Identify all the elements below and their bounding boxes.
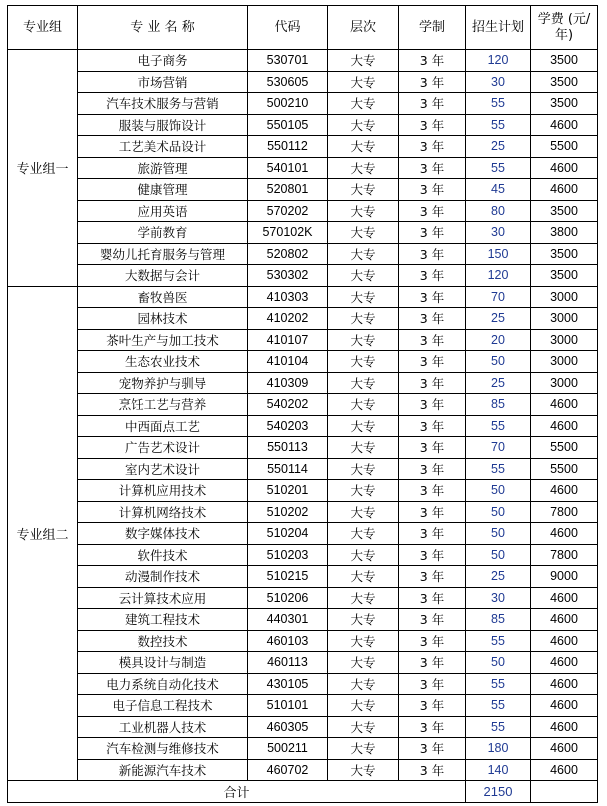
level-cell: 大专	[328, 630, 399, 652]
plan-cell: 55	[466, 673, 531, 695]
table-row	[8, 71, 598, 93]
plan-cell: 150	[466, 243, 531, 265]
plan-cell: 20	[466, 329, 531, 351]
duration-cell: 3 年	[399, 329, 466, 351]
level-cell: 大专	[328, 458, 399, 480]
duration-cell: 3 年	[399, 50, 466, 72]
plan-cell: 30	[466, 71, 531, 93]
tuition-cell: 3800	[531, 222, 598, 244]
major-name-cell: 模具设计与制造	[78, 652, 248, 674]
major-name-cell: 烹饪工艺与营养	[78, 394, 248, 416]
level-cell: 大专	[328, 501, 399, 523]
plan-cell: 120	[466, 50, 531, 72]
table-row	[8, 394, 598, 416]
level-cell: 大专	[328, 308, 399, 330]
plan-cell: 70	[466, 437, 531, 459]
tuition-cell: 4600	[531, 673, 598, 695]
plan-cell: 45	[466, 179, 531, 201]
level-cell: 大专	[328, 200, 399, 222]
table-row	[8, 544, 598, 566]
plan-cell: 80	[466, 200, 531, 222]
tuition-cell: 3000	[531, 286, 598, 308]
major-name-cell: 广告艺术设计	[78, 437, 248, 459]
tuition-cell: 7800	[531, 501, 598, 523]
duration-cell: 3 年	[399, 652, 466, 674]
major-name-cell: 园林技术	[78, 308, 248, 330]
table-row	[8, 587, 598, 609]
major-code-cell: 430105	[248, 673, 328, 695]
table-row	[8, 566, 598, 588]
header-duration: 学制	[399, 6, 466, 50]
total-fee-empty	[531, 781, 598, 803]
plan-cell: 50	[466, 523, 531, 545]
major-code-cell: 550114	[248, 458, 328, 480]
plan-cell: 180	[466, 738, 531, 760]
major-code-cell: 520802	[248, 243, 328, 265]
table-row	[8, 179, 598, 201]
tuition-cell: 3000	[531, 372, 598, 394]
duration-cell: 3 年	[399, 566, 466, 588]
major-name-cell: 市场营销	[78, 71, 248, 93]
major-name-cell: 云计算技术应用	[78, 587, 248, 609]
major-code-cell: 410303	[248, 286, 328, 308]
plan-cell: 70	[466, 286, 531, 308]
tuition-cell: 9000	[531, 566, 598, 588]
tuition-cell: 4600	[531, 587, 598, 609]
major-code-cell: 510215	[248, 566, 328, 588]
major-name-cell: 工艺美术品设计	[78, 136, 248, 158]
tuition-cell: 4600	[531, 695, 598, 717]
major-code-cell: 540203	[248, 415, 328, 437]
table-row	[8, 695, 598, 717]
major-name-cell: 建筑工程技术	[78, 609, 248, 631]
major-code-cell: 460103	[248, 630, 328, 652]
plan-cell: 85	[466, 609, 531, 631]
table-row	[8, 329, 598, 351]
major-name-cell: 汽车检测与维修技术	[78, 738, 248, 760]
major-code-cell: 500210	[248, 93, 328, 115]
tuition-cell: 4600	[531, 157, 598, 179]
major-name-cell: 学前教育	[78, 222, 248, 244]
header-major-name: 专 业 名 称	[78, 6, 248, 50]
duration-cell: 3 年	[399, 136, 466, 158]
plan-cell: 30	[466, 587, 531, 609]
table-row	[8, 716, 598, 738]
header-group: 专业组	[8, 6, 78, 50]
plan-cell: 85	[466, 394, 531, 416]
table-row	[8, 501, 598, 523]
major-name-cell: 计算机应用技术	[78, 480, 248, 502]
duration-cell: 3 年	[399, 179, 466, 201]
major-name-cell: 数控技术	[78, 630, 248, 652]
duration-cell: 3 年	[399, 695, 466, 717]
duration-cell: 3 年	[399, 114, 466, 136]
major-name-cell: 新能源汽车技术	[78, 759, 248, 781]
table-row	[8, 114, 598, 136]
major-code-cell: 460305	[248, 716, 328, 738]
major-code-cell: 550105	[248, 114, 328, 136]
table-row	[8, 157, 598, 179]
major-code-cell: 530605	[248, 71, 328, 93]
plan-cell: 50	[466, 652, 531, 674]
major-code-cell: 410309	[248, 372, 328, 394]
duration-cell: 3 年	[399, 415, 466, 437]
header-level: 层次	[328, 6, 399, 50]
level-cell: 大专	[328, 415, 399, 437]
tuition-cell: 7800	[531, 544, 598, 566]
major-code-cell: 510206	[248, 587, 328, 609]
level-cell: 大专	[328, 243, 399, 265]
table-row	[8, 372, 598, 394]
major-code-cell: 510204	[248, 523, 328, 545]
major-code-cell: 540101	[248, 157, 328, 179]
table-row	[8, 50, 598, 72]
plan-cell: 30	[466, 222, 531, 244]
tuition-cell: 4600	[531, 114, 598, 136]
duration-cell: 3 年	[399, 93, 466, 115]
header-row	[8, 6, 598, 50]
tuition-cell: 4600	[531, 523, 598, 545]
enrollment-table-container	[7, 5, 598, 803]
plan-cell: 55	[466, 157, 531, 179]
tuition-cell: 3500	[531, 243, 598, 265]
major-code-cell: 510101	[248, 695, 328, 717]
plan-cell: 55	[466, 114, 531, 136]
major-code-cell: 410104	[248, 351, 328, 373]
duration-cell: 3 年	[399, 308, 466, 330]
table-row	[8, 415, 598, 437]
duration-cell: 3 年	[399, 544, 466, 566]
plan-cell: 140	[466, 759, 531, 781]
duration-cell: 3 年	[399, 437, 466, 459]
tuition-cell: 3000	[531, 351, 598, 373]
major-name-cell: 电子商务	[78, 50, 248, 72]
header-plan: 招生计划	[466, 6, 531, 50]
tuition-cell: 3500	[531, 200, 598, 222]
duration-cell: 3 年	[399, 265, 466, 287]
duration-cell: 3 年	[399, 243, 466, 265]
major-code-cell: 550112	[248, 136, 328, 158]
duration-cell: 3 年	[399, 200, 466, 222]
tuition-cell: 5500	[531, 136, 598, 158]
plan-cell: 55	[466, 415, 531, 437]
group-label: 专业组二	[8, 286, 78, 781]
duration-cell: 3 年	[399, 759, 466, 781]
table-row	[8, 437, 598, 459]
tuition-cell: 3500	[531, 93, 598, 115]
major-name-cell: 婴幼儿托育服务与管理	[78, 243, 248, 265]
major-code-cell: 530701	[248, 50, 328, 72]
major-name-cell: 汽车技术服务与营销	[78, 93, 248, 115]
tuition-cell: 4600	[531, 609, 598, 631]
plan-cell: 55	[466, 458, 531, 480]
level-cell: 大专	[328, 587, 399, 609]
table-row	[8, 243, 598, 265]
tuition-cell: 3000	[531, 329, 598, 351]
major-code-cell: 530302	[248, 265, 328, 287]
major-name-cell: 生态农业技术	[78, 351, 248, 373]
major-code-cell: 510203	[248, 544, 328, 566]
major-code-cell: 570202	[248, 200, 328, 222]
major-code-cell: 460113	[248, 652, 328, 674]
enrollment-plan-table	[7, 5, 598, 803]
table-row	[8, 759, 598, 781]
major-name-cell: 旅游管理	[78, 157, 248, 179]
plan-cell: 55	[466, 630, 531, 652]
table-row	[8, 630, 598, 652]
tuition-cell: 4600	[531, 759, 598, 781]
table-row	[8, 200, 598, 222]
table-row	[8, 523, 598, 545]
level-cell: 大专	[328, 523, 399, 545]
tuition-cell: 4600	[531, 652, 598, 674]
table-row	[8, 458, 598, 480]
level-cell: 大专	[328, 544, 399, 566]
tuition-cell: 5500	[531, 458, 598, 480]
tuition-cell: 3500	[531, 71, 598, 93]
tuition-cell: 4600	[531, 738, 598, 760]
tuition-cell: 4600	[531, 480, 598, 502]
level-cell: 大专	[328, 114, 399, 136]
plan-cell: 25	[466, 566, 531, 588]
major-code-cell: 500211	[248, 738, 328, 760]
tuition-cell: 4600	[531, 394, 598, 416]
duration-cell: 3 年	[399, 587, 466, 609]
major-name-cell: 畜牧兽医	[78, 286, 248, 308]
major-code-cell: 550113	[248, 437, 328, 459]
table-row	[8, 738, 598, 760]
duration-cell: 3 年	[399, 71, 466, 93]
major-code-cell: 570102K	[248, 222, 328, 244]
table-row	[8, 136, 598, 158]
major-name-cell: 动漫制作技术	[78, 566, 248, 588]
plan-cell: 55	[466, 695, 531, 717]
total-label: 合计	[8, 781, 466, 803]
major-code-cell: 520801	[248, 179, 328, 201]
plan-cell: 25	[466, 136, 531, 158]
plan-cell: 50	[466, 351, 531, 373]
duration-cell: 3 年	[399, 609, 466, 631]
major-code-cell: 510201	[248, 480, 328, 502]
major-name-cell: 数字媒体技术	[78, 523, 248, 545]
level-cell: 大专	[328, 673, 399, 695]
table-row	[8, 480, 598, 502]
duration-cell: 3 年	[399, 630, 466, 652]
plan-cell: 50	[466, 501, 531, 523]
level-cell: 大专	[328, 652, 399, 674]
duration-cell: 3 年	[399, 394, 466, 416]
total-plan: 2150	[466, 781, 531, 803]
total-row	[8, 781, 598, 803]
level-cell: 大专	[328, 372, 399, 394]
plan-cell: 120	[466, 265, 531, 287]
duration-cell: 3 年	[399, 222, 466, 244]
tuition-cell: 3500	[531, 265, 598, 287]
tuition-cell: 3500	[531, 50, 598, 72]
table-row	[8, 222, 598, 244]
major-name-cell: 软件技术	[78, 544, 248, 566]
major-name-cell: 工业机器人技术	[78, 716, 248, 738]
group-label: 专业组一	[8, 50, 78, 287]
level-cell: 大专	[328, 695, 399, 717]
plan-cell: 55	[466, 716, 531, 738]
level-cell: 大专	[328, 351, 399, 373]
level-cell: 大专	[328, 566, 399, 588]
table-row	[8, 286, 598, 308]
major-name-cell: 健康管理	[78, 179, 248, 201]
major-name-cell: 应用英语	[78, 200, 248, 222]
tuition-cell: 4600	[531, 179, 598, 201]
level-cell: 大专	[328, 394, 399, 416]
duration-cell: 3 年	[399, 738, 466, 760]
table-row	[8, 93, 598, 115]
duration-cell: 3 年	[399, 673, 466, 695]
plan-cell: 25	[466, 308, 531, 330]
table-row	[8, 351, 598, 373]
table-row	[8, 308, 598, 330]
duration-cell: 3 年	[399, 716, 466, 738]
level-cell: 大专	[328, 329, 399, 351]
major-name-cell: 计算机网络技术	[78, 501, 248, 523]
level-cell: 大专	[328, 609, 399, 631]
major-name-cell: 电子信息工程技术	[78, 695, 248, 717]
tuition-cell: 5500	[531, 437, 598, 459]
level-cell: 大专	[328, 179, 399, 201]
major-code-cell: 410202	[248, 308, 328, 330]
major-name-cell: 室内艺术设计	[78, 458, 248, 480]
tuition-cell: 4600	[531, 415, 598, 437]
duration-cell: 3 年	[399, 351, 466, 373]
level-cell: 大专	[328, 265, 399, 287]
tuition-cell: 3000	[531, 308, 598, 330]
duration-cell: 3 年	[399, 372, 466, 394]
tuition-cell: 4600	[531, 630, 598, 652]
table-body	[8, 50, 598, 781]
tuition-cell: 4600	[531, 716, 598, 738]
level-cell: 大专	[328, 716, 399, 738]
duration-cell: 3 年	[399, 523, 466, 545]
major-name-cell: 中西面点工艺	[78, 415, 248, 437]
plan-cell: 55	[466, 93, 531, 115]
level-cell: 大专	[328, 50, 399, 72]
table-row	[8, 673, 598, 695]
header-tuition: 学费 (元/年)	[531, 6, 598, 50]
level-cell: 大专	[328, 738, 399, 760]
table-row	[8, 265, 598, 287]
duration-cell: 3 年	[399, 501, 466, 523]
major-name-cell: 茶叶生产与加工技术	[78, 329, 248, 351]
major-name-cell: 宠物养护与驯导	[78, 372, 248, 394]
major-name-cell: 大数据与会计	[78, 265, 248, 287]
plan-cell: 50	[466, 480, 531, 502]
level-cell: 大专	[328, 759, 399, 781]
major-code-cell: 460702	[248, 759, 328, 781]
level-cell: 大专	[328, 157, 399, 179]
header-code: 代码	[248, 6, 328, 50]
major-name-cell: 服装与服饰设计	[78, 114, 248, 136]
table-row	[8, 652, 598, 674]
level-cell: 大专	[328, 437, 399, 459]
duration-cell: 3 年	[399, 157, 466, 179]
level-cell: 大专	[328, 136, 399, 158]
table-row	[8, 609, 598, 631]
major-code-cell: 440301	[248, 609, 328, 631]
duration-cell: 3 年	[399, 458, 466, 480]
duration-cell: 3 年	[399, 480, 466, 502]
major-code-cell: 410107	[248, 329, 328, 351]
level-cell: 大专	[328, 71, 399, 93]
plan-cell: 50	[466, 544, 531, 566]
major-code-cell: 510202	[248, 501, 328, 523]
major-code-cell: 540202	[248, 394, 328, 416]
major-name-cell: 电力系统自动化技术	[78, 673, 248, 695]
duration-cell: 3 年	[399, 286, 466, 308]
level-cell: 大专	[328, 286, 399, 308]
level-cell: 大专	[328, 480, 399, 502]
level-cell: 大专	[328, 93, 399, 115]
level-cell: 大专	[328, 222, 399, 244]
plan-cell: 25	[466, 372, 531, 394]
